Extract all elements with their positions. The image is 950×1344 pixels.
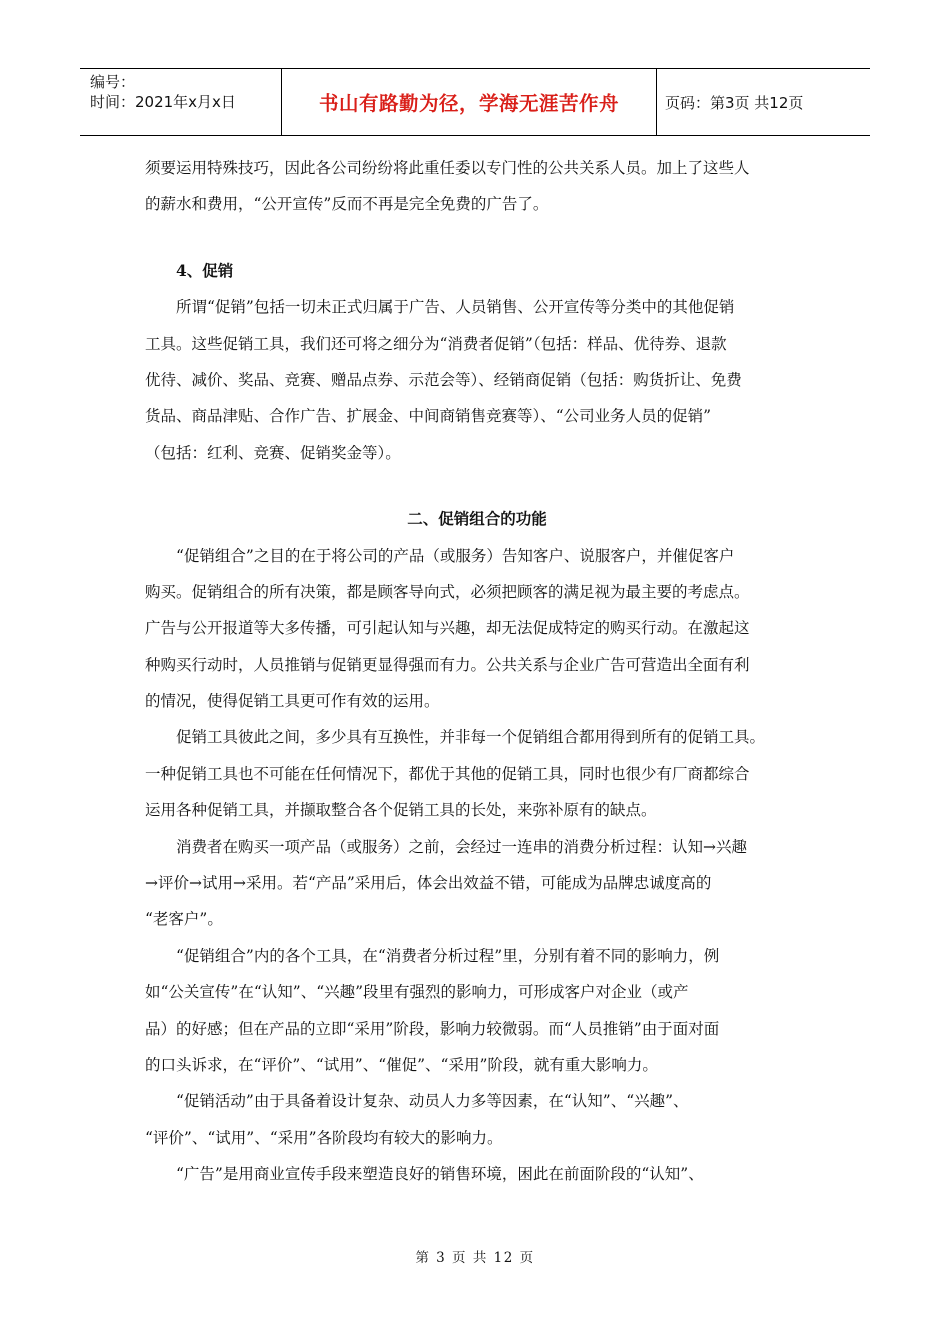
text-line: 所谓“促销”包括一切未正式归属于广告、人员销售、公开宣传等分类中的其他促销 — [176, 298, 735, 317]
paragraph-consumer-analysis — [145, 829, 809, 938]
text-line: 须要运用特殊技巧，因此各公司纷纷将此重任委以专门性的公共关系人员。加上了这些人 — [145, 159, 750, 177]
document-number-label: 编号： — [90, 73, 136, 91]
paragraph-promotion-definition — [145, 289, 809, 471]
paragraph-tool-influence — [145, 938, 809, 1084]
text-line: 优待、减价、奖品、竞赛、赠品点券、示范会等）、经销商促销（包括：购货折让、免费 — [145, 370, 742, 389]
document-body — [145, 150, 809, 1193]
text-line: 一种促销工具也不可能在任何情况下，都优于其他的促销工具，同时也很少有厂商都综合 — [145, 764, 750, 783]
text-line: 的口头诉求，在“评价”、“试用”、“催促”、“采用”阶段，就有重大影响力。 — [145, 1055, 658, 1074]
text-line: （包括：红利、竞赛、促销奖金等）。 — [145, 443, 401, 462]
header-table — [80, 68, 870, 136]
paragraph-advertising — [145, 1156, 809, 1192]
text-line: 购买。促销组合的所有决策，都是顾客导向式，必须把顾客的满足视为最主要的考虑点。 — [145, 582, 750, 601]
header-meta — [80, 69, 282, 135]
footer-page-number: 第 3 页 共 12 页 — [415, 1250, 535, 1266]
header-page-number: 页码：第3页 共12页 — [665, 93, 804, 112]
heading-promotion: 4、促销 — [176, 260, 234, 280]
section-title: 二、促销组合的功能 — [407, 509, 547, 529]
text-line: 品）的好感；但在产品的立即“采用”阶段，影响力较微弱。而“人员推销”由于面对面 — [145, 1019, 720, 1038]
text-line: 的薪水和费用，“公开宣传”反而不再是完全免费的广告了。 — [145, 195, 549, 214]
text-line: 消费者在购买一项产品（或服务）之前，会经过一连串的消费分析过程：认知→兴趣 — [176, 837, 747, 856]
header-motto: 书山有路勤为径，学海无涯苦作舟 — [282, 69, 657, 135]
text-line: 的情况，使得促销工具更可作有效的运用。 — [145, 692, 440, 711]
text-line: 广告与公开报道等大多传播，可引起认知与兴趣，却无法促成特定的购买行动。在激起这 — [145, 619, 750, 638]
text-line: “促销组合”内的各个工具，在“消费者分析过程”里，分别有着不同的影响力，例 — [176, 946, 720, 965]
text-line: “广告”是用商业宣传手段来塑造良好的销售环境，困此在前面阶段的“认知”、 — [176, 1165, 704, 1184]
text-line: 运用各种促销工具，并撷取整合各个促销工具的长处，来弥补原有的缺点。 — [145, 801, 657, 820]
text-line: “促销活动”由于具备着设计复杂、动员人力多等因素，在“认知”、“兴趣”、 — [176, 1092, 689, 1111]
document-time-label: 时间：2021年x月x日 — [90, 93, 236, 111]
text-line: 工具。这些促销工具，我们还可将之细分为“消费者促销”（包括：样品、优待券、退款 — [145, 334, 727, 353]
paragraph-promotion-mix-purpose — [145, 538, 809, 720]
text-line: “老客户”。 — [145, 910, 223, 929]
text-line: 货品、商品津贴、合作广告、扩展金、中间商销售竞赛等）、“公司业务人员的促销” — [145, 407, 712, 426]
text-line: 如“公关宣传”在“认知”、“兴趣”段里有强烈的影响力，可形成客户对企业（或产 — [145, 983, 689, 1002]
paragraph-public-relations-cont — [145, 150, 809, 223]
text-line: 种购买行动时，人员推销与促销更显得强而有力。公共关系与企业广告可营造出全面有利 — [145, 655, 750, 674]
text-line: “评价”、“试用”、“采用”各阶段均有较大的影响力。 — [145, 1128, 503, 1147]
text-line: 促销工具彼此之间，多少具有互换性，并非每一个促销组合都用得到所有的促销工具。 — [176, 728, 766, 747]
paragraph-promotion-activity — [145, 1083, 809, 1156]
text-line: →评价→试用→采用。若“产品”采用后，体会出效益不错，可能成为品牌忠诚度高的 — [145, 874, 712, 893]
text-line: “促销组合”之目的在于将公司的产品（或服务）告知客户、说服客户，并催促客户 — [176, 546, 735, 565]
paragraph-tools-interchangeable — [145, 719, 809, 828]
